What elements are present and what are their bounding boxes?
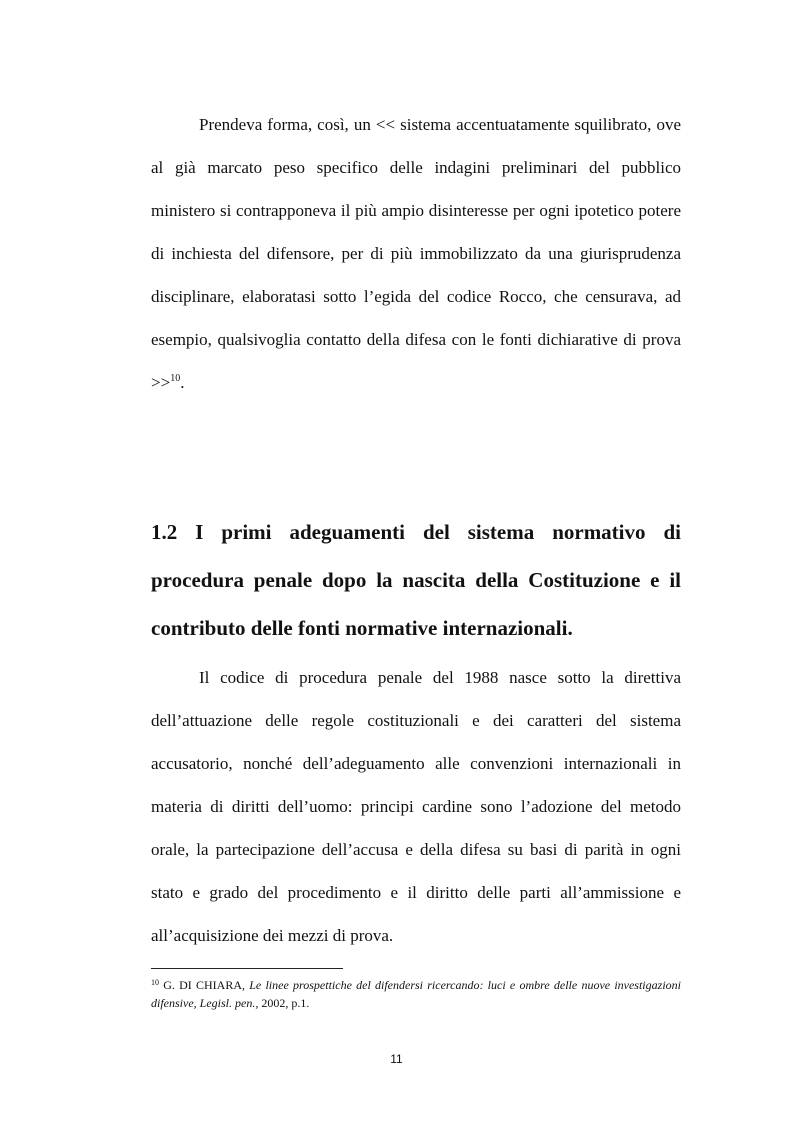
footnote-title: Le linee prospettiche del difendersi ricercando: luci e ombre delle nuove investigazioni difensive, Legisl. pen., xyxy=(151,978,681,1010)
footnote xyxy=(151,976,681,1012)
paragraph-2-text: Il codice di procedura penale del 1988 nasce sotto la direttiva dell’attuazione delle regole costituzionali e dei caratteri del sistema accusatorio, nonché dell’adeguamento alle convenzioni internazionali in materia di diritti dell’uomo: principi cardine sono l’adozione del metodo orale, la partecipazione dell’accusa e della difesa su basi di parità in ogni stato e grado del procedimento e il diritto delle parti all’ammissione e all’acquisizione dei mezzi di prova. xyxy=(151,668,681,945)
page-number: 11 xyxy=(390,1052,403,1066)
footnote-reference: 10 xyxy=(170,373,181,384)
paragraph-2 xyxy=(151,656,681,957)
section-heading: 1.2 I primi adeguamenti del sistema normativo di procedura penale dopo la nascita della Costituzione e il contributo delle fonti normative internazionali. xyxy=(151,520,681,640)
footnote-separator xyxy=(151,968,343,969)
paragraph-1-end: . xyxy=(180,373,185,392)
footnote-rest: 2002, p.1. xyxy=(258,996,310,1010)
footnote-author: G. DI CHIARA, xyxy=(159,978,250,992)
paragraph-1 xyxy=(151,103,681,404)
footnote-number: 10 xyxy=(151,978,159,987)
paragraph-1-text: Prendeva forma, così, un << sistema accentuatamente squilibrato, ove al già marcato peso specifico delle indagini preliminari del pubblico ministero si contrapponeva il più ampio disinteresse per ogni ipotetico potere di inchiesta del difensore, per di più immobilizzato da una giurisprudenza disciplinare, elaboratasi sotto l’egida del codice Rocco, che censurava, ad esempio, qualsivoglia contatto della difesa con le fonti dichiarative di prova >> xyxy=(151,115,681,392)
